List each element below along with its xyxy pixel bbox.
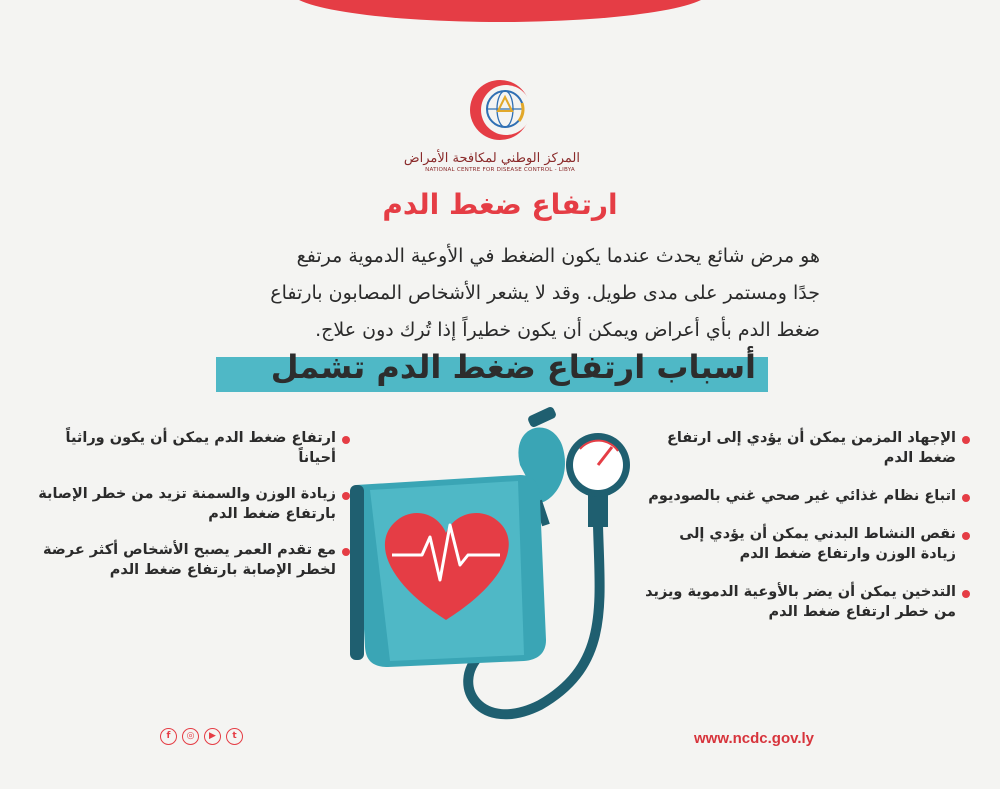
cuff-edge: [350, 485, 364, 660]
intro-line: هو مرض شائع يحدث عندما يكون الضغط في الأوعية الدموية مرتفع: [296, 245, 820, 267]
cause-item: [640, 524, 970, 564]
bullet-icon: [962, 494, 970, 502]
intro-line: جدًا ومستمر على مدى طويل. وقد لا يشعر الأشخاص المصابون بارتفاع: [270, 282, 820, 304]
cause-text: التدخين يمكن أن يضر بالأوعية الدموية ويزيد من خطر ارتفاع ضغط الدم: [645, 584, 956, 620]
cause-text: الإجهاد المزمن يمكن أن يؤدي إلى ارتفاع ضغط الدم: [666, 430, 956, 466]
instagram-icon[interactable]: ◎: [182, 728, 199, 745]
ncdc-logo: [403, 75, 580, 173]
causes-list-left: [30, 428, 350, 596]
bullet-icon: [962, 590, 970, 598]
cause-text: زيادة الوزن والسمنة تزيد من خطر الإصابة بارتفاع ضغط الدم: [38, 486, 336, 522]
social-links: [160, 728, 243, 745]
cause-text: نقص النشاط البدني يمكن أن يؤدي إلى زيادة الوزن وارتفاع ضغط الدم: [679, 526, 956, 562]
cause-text: اتباع نظام غذائي غير صحي غني بالصوديوم: [648, 488, 956, 504]
facebook-icon[interactable]: f: [160, 728, 177, 745]
cause-item: [640, 486, 970, 506]
bullet-icon: [342, 492, 350, 500]
twitter-icon[interactable]: t: [226, 728, 243, 745]
logo-english-name: NATIONAL CENTRE FOR DISEASE CONTROL - LIBYA: [425, 167, 575, 173]
blood-pressure-monitor-illustration: [350, 405, 680, 735]
crescent-globe-icon: [465, 75, 535, 145]
page-title: ارتفاع ضغط الدم: [382, 188, 618, 221]
cause-item: [30, 428, 350, 468]
intro-line: ضغط الدم بأي أعراض ويمكن أن يكون خطيراً إذا تُرك دون علاج.: [315, 319, 820, 341]
bullet-icon: [342, 436, 350, 444]
top-decorative-arc: [290, 0, 710, 22]
bullet-icon: [962, 436, 970, 444]
causes-heading: أسباب ارتفاع ضغط الدم تشمل: [270, 348, 756, 386]
cause-item: [30, 540, 350, 580]
cause-item: [640, 582, 970, 622]
youtube-icon[interactable]: ▶: [204, 728, 221, 745]
logo-arabic-name: المركز الوطني لمكافحة الأمراض: [403, 151, 580, 166]
cause-item: [30, 484, 350, 524]
cause-text: مع تقدم العمر يصبح الأشخاص أكثر عرضة لخطر الإصابة بارتفاع ضغط الدم: [43, 542, 336, 578]
bullet-icon: [342, 548, 350, 556]
cause-item: [640, 428, 970, 468]
causes-list-right: [640, 428, 970, 640]
intro-paragraph: [170, 238, 820, 349]
bulb-cap: [527, 406, 557, 429]
bullet-icon: [962, 532, 970, 540]
cause-text: ارتفاع ضغط الدم يمكن أن يكون وراثياً أحياناً: [65, 430, 336, 466]
website-link[interactable]: www.ncdc.gov.ly: [694, 730, 815, 747]
